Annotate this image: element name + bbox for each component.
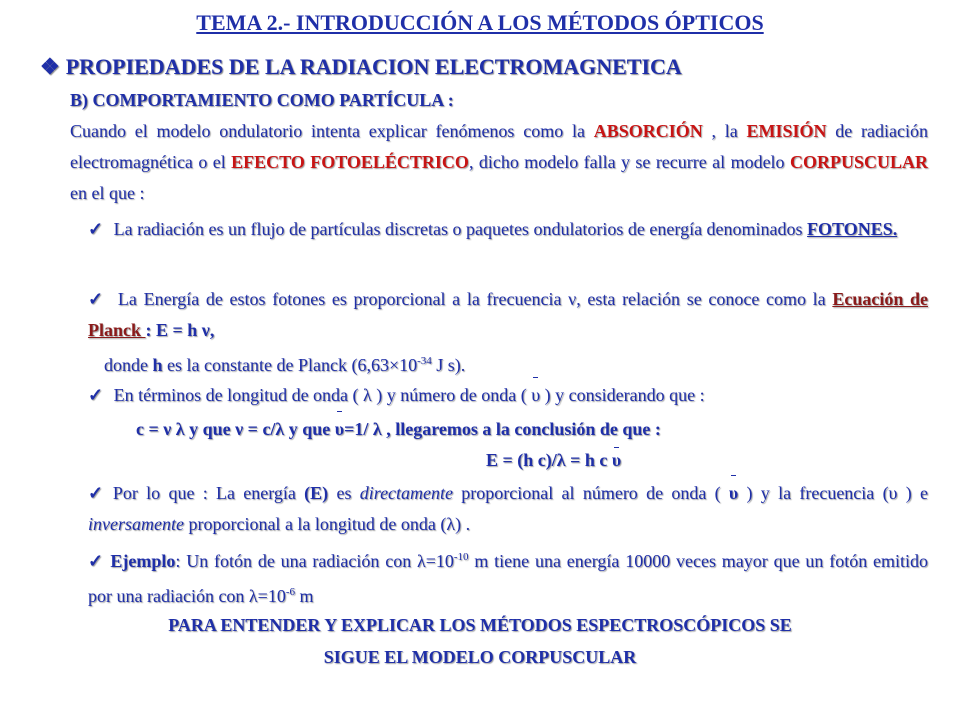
checkmark-icon: ✓: [88, 385, 104, 405]
bullet-fotones: [88, 214, 928, 245]
bullet-text: J s).: [431, 355, 466, 375]
bullet-text: : Un fotón de una radiación con λ=10: [175, 551, 454, 571]
efecto-term: EFECTO FOTOELÉCTRICO: [231, 152, 469, 172]
bullet-text: En términos de longitud de onda ( λ ) y número de onda (: [109, 385, 532, 405]
bullet-text: m tiene una energía 10000 veces mayor que un fotón emitido por una radiación con λ=10: [88, 551, 929, 606]
bullet-text: m: [295, 586, 314, 606]
fotones-term: FOTONES.: [807, 219, 898, 239]
wavenumber-symbol: υ: [611, 450, 622, 470]
energy-symbol: (E): [304, 483, 329, 503]
wavenumber-symbol: υ: [531, 380, 540, 411]
wavenumber-symbol: υ: [335, 414, 344, 445]
bullet-text: La Energía de estos fotones es proporcional a la frecuencia ν, esta relación se conoce como la: [111, 289, 833, 309]
absorcion-term: ABSORCIÓN: [593, 121, 703, 141]
slide-title: [0, 10, 960, 36]
bullet-text: donde: [104, 355, 153, 375]
planck-term: Ecuación de Planck: [88, 289, 929, 340]
relation-text: =1/ λ , llegaremos a la conclusión de que :: [344, 419, 661, 439]
energy-result: [0, 450, 960, 471]
footer-line-1: PARA ENTENDER Y EXPLICAR LOS MÉTODOS ESPECTROSCÓPICOS SE: [168, 615, 792, 635]
exponent: -34: [417, 355, 432, 367]
intro-text: , dicho modelo falla y se recurre al modelo: [468, 152, 790, 172]
diamond-bullet-icon: ❖: [40, 54, 60, 79]
relation-text: c = ν λ y que ν = c/λ y que: [136, 419, 335, 439]
title-text: TEMA 2.- INTRODUCCIÓN A LOS MÉTODOS ÓPTICOS: [196, 10, 764, 35]
checkmark-icon: ✓: [88, 551, 105, 571]
subheading: B) COMPORTAMIENTO COMO PARTÍCULA :: [70, 90, 454, 110]
intro-text: en el que :: [70, 183, 145, 203]
emision-term: EMISIÓN: [746, 121, 827, 141]
corpuscular-term: CORPUSCULAR: [789, 152, 928, 172]
footer-line-2: SIGUE EL MODELO CORPUSCULAR: [323, 647, 637, 667]
bullet-text: proporcional a la longitud de onda (λ) .: [183, 514, 471, 534]
result-text: E = (h c)/λ = h c: [486, 450, 612, 470]
intro-text: , la: [702, 121, 747, 141]
wavenumber-symbol: υ: [729, 478, 738, 509]
bullet-wavelength: [88, 380, 928, 411]
bullet-text: La radiación es un flujo de partículas discretas o paquetes ondulatorios de energía denominados: [109, 219, 808, 239]
checkmark-icon: ✓: [88, 483, 107, 503]
bullet-planck: [88, 284, 928, 346]
bullet-text: Por lo que : La energía: [112, 483, 305, 503]
bullet-conclusion: [88, 478, 928, 540]
exponent: -10: [453, 551, 469, 563]
bullet-text: proporcional al número de onda (: [453, 483, 729, 503]
bullet-example: [88, 542, 928, 612]
bullet-text: ) y la frecuencia (υ ) e: [738, 483, 929, 503]
bullet-text: es la constante de Planck (6,63×10: [162, 355, 418, 375]
intro-text: Cuando el modelo ondulatorio intenta explicar fenómenos como la: [70, 121, 594, 141]
bullet-text: ) y considerando que :: [540, 385, 705, 405]
checkmark-icon: ✓: [88, 219, 104, 239]
inversamente-term: inversamente: [88, 514, 184, 534]
planck-constant-line: [104, 346, 928, 381]
bullet-text: es: [328, 483, 360, 503]
exponent: -6: [285, 586, 295, 598]
directamente-term: directamente: [359, 483, 454, 503]
ejemplo-label: Ejemplo: [110, 551, 176, 571]
intro-text: de radiación electromagnética o el: [70, 121, 929, 172]
heading-text: PROPIEDADES DE LA RADIACION ELECTROMAGNETICA: [65, 54, 682, 79]
planck-symbol: h: [152, 355, 163, 375]
relations-line: [136, 414, 936, 445]
intro-paragraph: [70, 116, 928, 209]
checkmark-icon: ✓: [88, 289, 106, 309]
section-heading: [40, 54, 682, 80]
planck-equation: : E = h ν,: [145, 320, 215, 340]
